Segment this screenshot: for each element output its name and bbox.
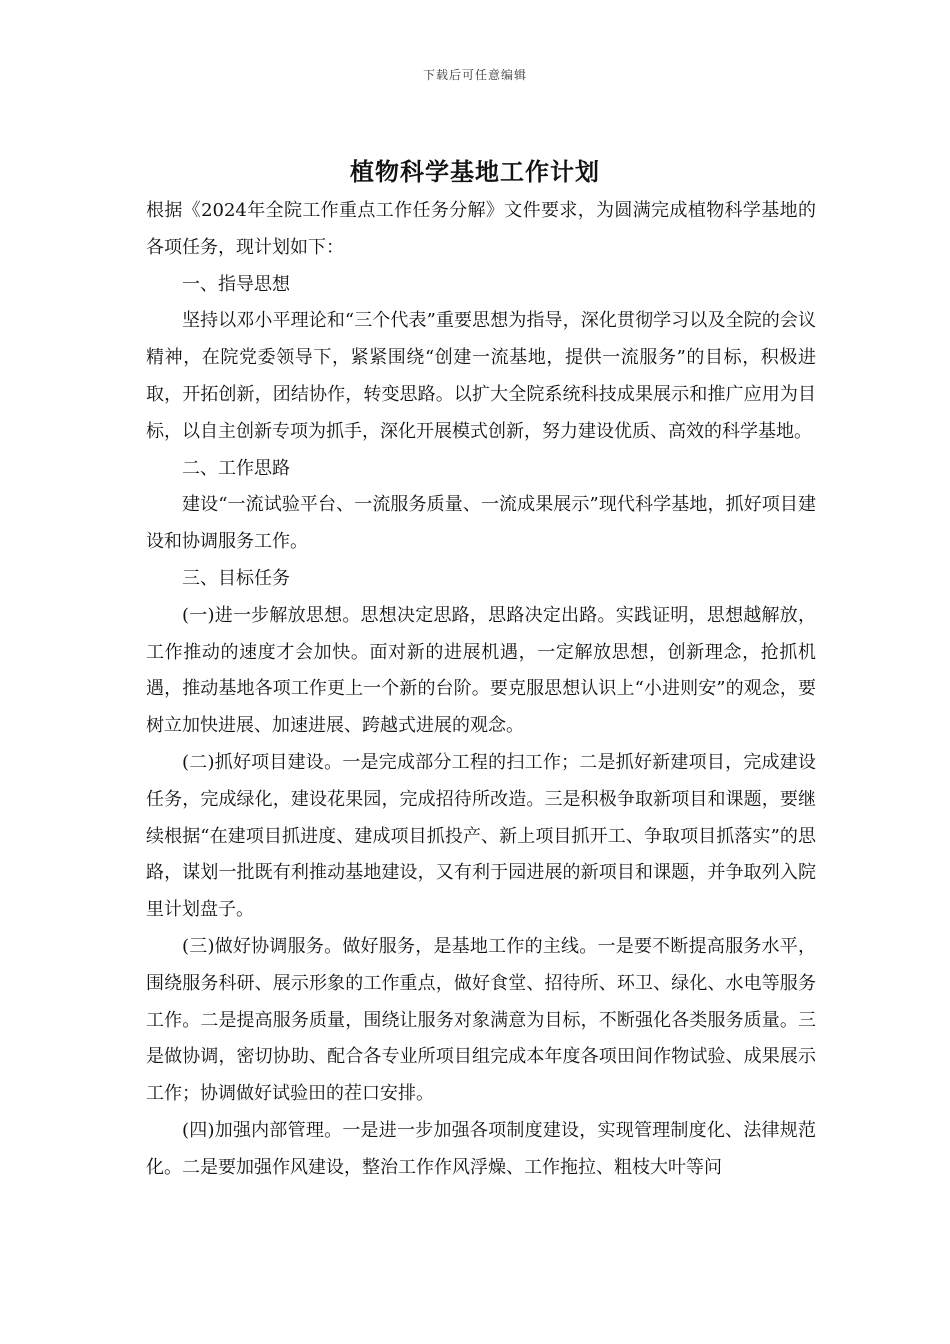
paragraph: (二)抓好项目建设。一是完成部分工程的扫工作；二是抓好新建项目，完成建设任务，完成绿化，建设花果园，完成招待所改造。三是积极争取新项目和课题，要继续根据“在建项目抓进度、建成项目抓投产、新上项目抓开工、争取项目抓落实”的思路，谋划一批既有利推动基地建设，又有利于园进展的新项目和课题，并争取列入院里计划盘子。 [146, 751, 816, 921]
paragraph: 三、目标任务 [182, 567, 290, 589]
paragraph: 坚持以邓小平理论和“三个代表”重要思想为指导，深化贯彻学习以及全院的会议精神，在院党委领导下，紧紧围绕“创建一流基地，提供一流服务”的目标，积极进取，开拓创新，团结协作，转变思路。以扩大全院系统科技成果展示和推广应用为目标，以自主创新专项为抓手，深化开展模式创新，努力建设优质、高效的科学基地。 [146, 310, 816, 442]
paragraph: 二、工作思路 [182, 457, 290, 479]
paragraph: 一、指导思想 [182, 273, 290, 295]
document-title: 植物科学基地工作计划 [350, 157, 600, 186]
paragraph: (四)加强内部管理。一是进一步加强各项制度建设，实现管理制度化、法律规范化。二是要加强作风建设，整治工作作风浮燥、工作拖拉、粗枝大叶等问 [146, 1119, 816, 1178]
paragraph: (三)做好协调服务。做好服务，是基地工作的主线。一是要不断提高服务水平，围绕服务科研、展示形象的工作重点，做好食堂、招待所、环卫、绿化、水电等服务工作。二是提高服务质量，围绕让服务对象满意为目标，不断强化各类服务质量。三是做协调，密切协助、配合各专业所项目组完成本年度各项田间作物试验、成果展示工作；协调做好试验田的茬口安排。 [146, 935, 816, 1105]
paragraph: (一)进一步解放思想。思想决定思路，思路决定出路。实践证明，思想越解放，工作推动的速度才会加快。面对新的进展机遇，一定解放思想，创新理念，抢抓机遇，推动基地各项工作更上一个新的台阶。要克服思想认识上“小进则安”的观念，要树立加快进展、加速进展、跨越式进展的观念。 [146, 604, 816, 737]
paragraph: 根据《2024年全院工作重点工作任务分解》文件要求，为圆满完成植物科学基地的各项任务，现计划如下： [146, 200, 816, 258]
page-header-note: 下载后可任意编辑 [422, 68, 527, 82]
paragraph: 建设“一流试验平台、一流服务质量、一流成果展示”现代科学基地，抓好项目建设和协调服务工作。 [146, 494, 816, 553]
document-body [146, 193, 816, 1187]
